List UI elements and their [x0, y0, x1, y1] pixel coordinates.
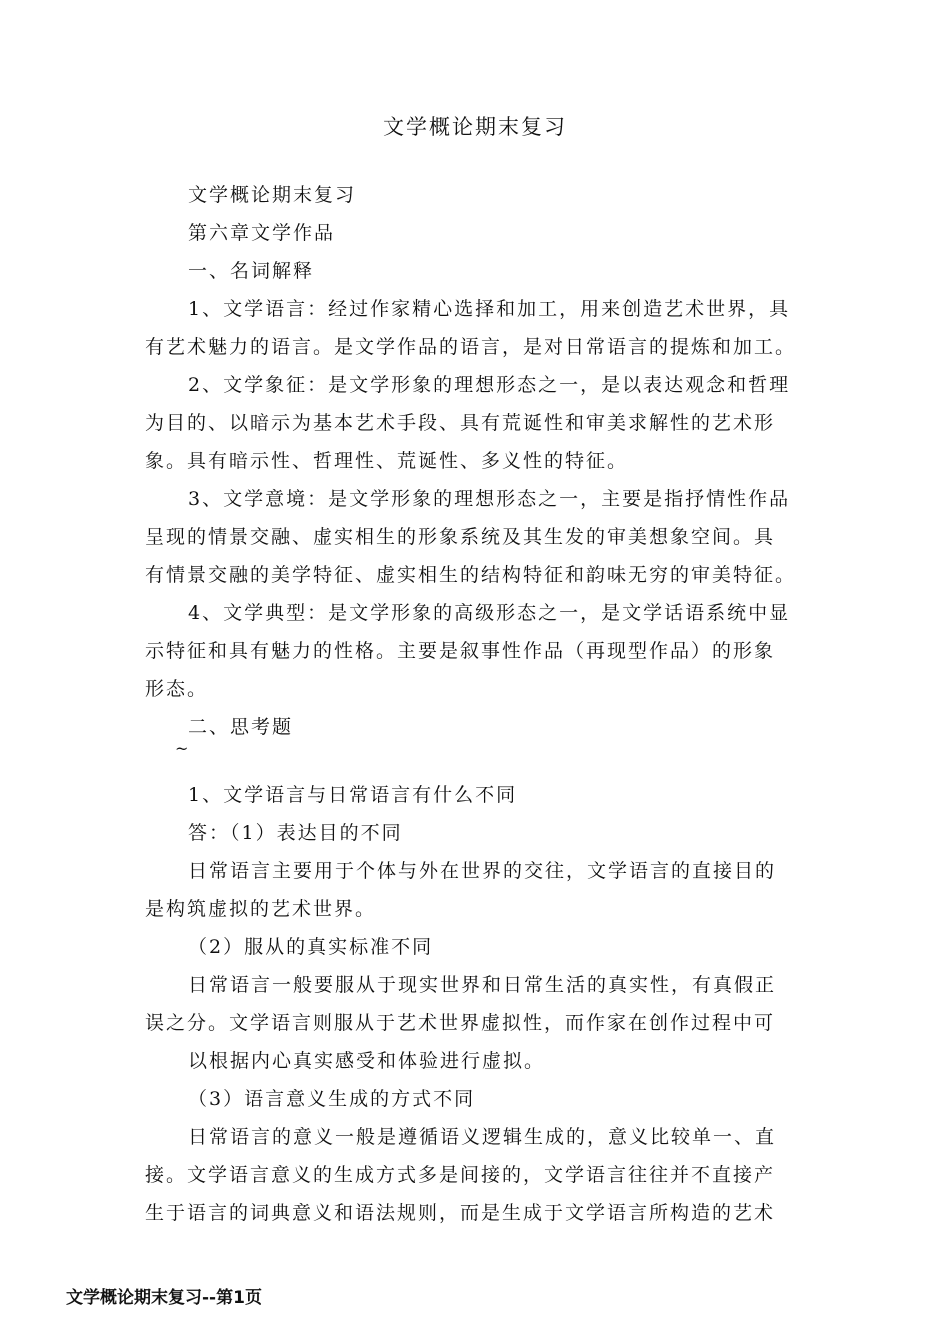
section-heading-terms: 一、名词解释 [188, 260, 315, 282]
document-body [145, 176, 825, 1232]
text-line: 有情景交融的美学特征、虚实相生的结构特征和韵味无穷的审美特征。 [145, 564, 797, 586]
text-line: 为目的、以暗示为基本艺术手段、具有荒诞性和审美求解性的艺术形 [145, 412, 776, 434]
answer-subheading: （2）服从的真实标准不同 [188, 936, 434, 958]
text-line: 3、文学意境：是文学形象的理想形态之一，主要是指抒情性作品 [188, 488, 791, 510]
section-heading-questions: 二、思考题 [188, 716, 294, 738]
text-line: 1、文学语言：经过作家精心选择和加工，用来创造艺术世界，具 [188, 298, 791, 320]
text-line: 误之分。文学语言则服从于艺术世界虚拟性，而作家在创作过程中可 [145, 1012, 776, 1034]
text-line: 4、文学典型：是文学形象的高级形态之一，是文学话语系统中显 [188, 602, 791, 624]
page-footer: 文学概论期末复习--第1页 [66, 1288, 262, 1308]
text-line: 形态。 [145, 678, 209, 700]
text-line: 接。文学语言意义的生成方式多是间接的，文学语言往往并不直接产 [145, 1164, 776, 1186]
text-line: 日常语言主要用于个体与外在世界的交往，文学语言的直接目的 [188, 860, 777, 882]
question-line: 1、文学语言与日常语言有什么不同 [188, 784, 518, 806]
text-line: 以根据内心真实感受和体验进行虚拟。 [188, 1050, 546, 1072]
text-line: 呈现的情景交融、虚实相生的形象系统及其生发的审美想象空间。具 [145, 526, 776, 548]
text-line: 示特征和具有魅力的性格。主要是叙事性作品（再现型作品）的形象 [145, 640, 776, 662]
text-line: 有艺术魅力的语言。是文学作品的语言，是对日常语言的提炼和加工。 [145, 336, 797, 358]
text-line: 象。具有暗示性、哲理性、荒诞性、多义性的特征。 [145, 450, 629, 472]
answer-line: 答：（1）表达目的不同 [188, 822, 403, 844]
tilde-mark: ~ [175, 739, 191, 758]
paragraph-heading: 文学概论期末复习 [188, 184, 357, 206]
text-line: 是构筑虚拟的艺术世界。 [145, 898, 377, 920]
chapter-heading: 第六章文学作品 [188, 222, 336, 244]
document-title: 文学概论期末复习 [383, 115, 567, 139]
text-line: 日常语言一般要服从于现实世界和日常生活的真实性，有真假正 [188, 974, 777, 996]
answer-subheading: （3）语言意义生成的方式不同 [188, 1088, 476, 1110]
text-line: 日常语言的意义一般是遵循语义逻辑生成的，意义比较单一、直 [188, 1126, 777, 1148]
text-line: 生于语言的词典意义和语法规则，而是生成于文学语言所构造的艺术 [145, 1202, 776, 1224]
text-line: 2、文学象征：是文学形象的理想形态之一，是以表达观念和哲理 [188, 374, 791, 396]
